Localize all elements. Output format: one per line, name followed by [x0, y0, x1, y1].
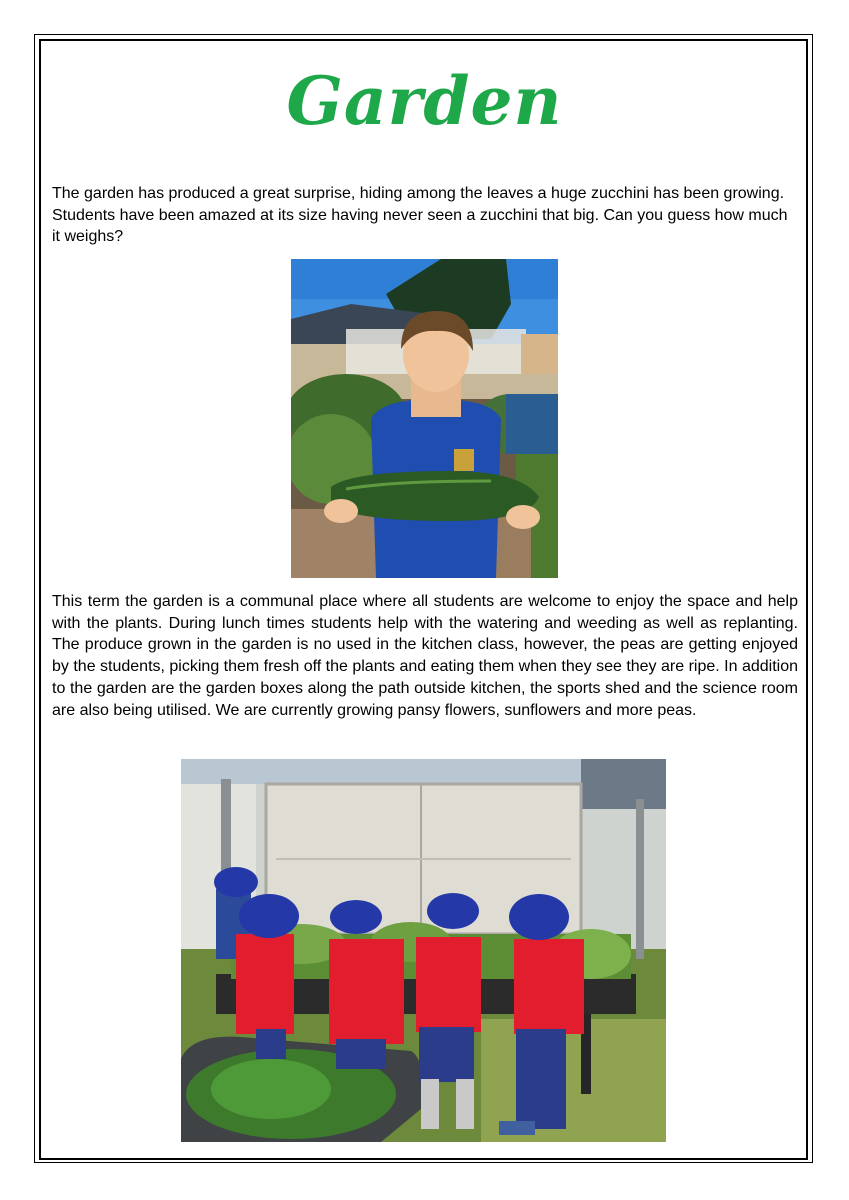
body-paragraph: This term the garden is a communal place where all students are welcome to enjoy the space and help with the plants. During lunch times students help with the watering and weeding as well as replanting. The produce grown in the garden is no used in the kitchen class, however, the peas are getting enjoyed by the students, picking them fresh off the plants and eating them when they see they are ripe. In addition to the garden are the garden boxes along the path outside kitchen, the sports shed and the science room are also being utilised. We are currently growing pansy flowers, sunflowers and more peas.: [52, 593, 798, 719]
page-title: Garden: [286, 62, 563, 140]
boy-with-zucchini-photo: [291, 259, 558, 578]
students-garden-bed-photo: [181, 759, 666, 1142]
intro-paragraph: The garden has produced a great surprise, hiding among the leaves a huge zucchini has been growing. Students have been amazed at its size having never seen a zucchini that big. Can you guess how much it weighs?: [52, 185, 788, 246]
